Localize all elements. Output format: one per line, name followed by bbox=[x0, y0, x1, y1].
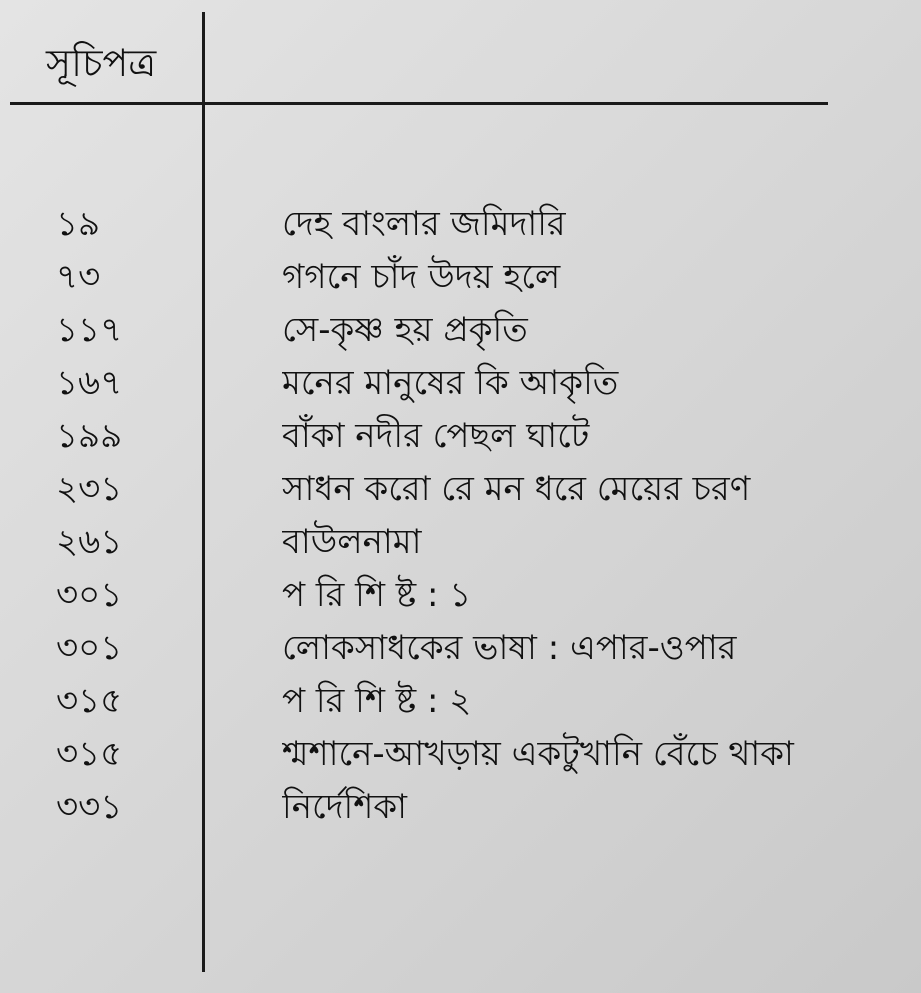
toc-entry bbox=[0, 307, 921, 360]
toc-section-title: প রি শি ষ্ট : ২ bbox=[282, 681, 472, 721]
toc-entry bbox=[0, 519, 921, 572]
toc-chapter-title: শ্মশানে-আখড়ায় একটুখানি বেঁচে থাকা bbox=[282, 734, 794, 774]
toc-entry bbox=[0, 678, 921, 731]
toc-page-number: ৭৩ bbox=[56, 257, 101, 297]
toc-page-number: ২৩১ bbox=[56, 469, 123, 509]
toc-page-number: ১৯ bbox=[56, 204, 101, 244]
toc-page-number: ৩৩১ bbox=[56, 787, 123, 827]
toc-page-number: ৩১৫ bbox=[56, 681, 123, 721]
toc-page-number: ৩১৫ bbox=[56, 734, 123, 774]
toc-chapter-title: সাধন করো রে মন ধরে মেয়ের চরণ bbox=[282, 469, 751, 509]
toc-entry bbox=[0, 466, 921, 519]
toc-entry bbox=[0, 201, 921, 254]
toc-page-number: ২৬১ bbox=[56, 522, 123, 562]
toc-section-title: প রি শি ষ্ট : ১ bbox=[282, 575, 472, 615]
toc-page-number: ১৯৯ bbox=[56, 416, 123, 456]
horizontal-rule bbox=[10, 102, 828, 105]
toc-chapter-title: নির্দেশিকা bbox=[282, 787, 408, 827]
contents-heading: সূচিপত্র bbox=[46, 41, 157, 85]
toc-chapter-title: বাউলনামা bbox=[282, 522, 422, 562]
toc-entry bbox=[0, 360, 921, 413]
toc-page-number: ৩০১ bbox=[56, 575, 123, 615]
toc-page-number: ৩০১ bbox=[56, 628, 123, 668]
toc-entry bbox=[0, 784, 921, 837]
toc-page-number: ১৬৭ bbox=[56, 363, 123, 403]
toc-entry bbox=[0, 625, 921, 678]
toc-chapter-title: লোকসাধকের ভাষা : এপার-ওপার bbox=[282, 628, 737, 668]
toc-entry bbox=[0, 572, 921, 625]
toc-chapter-title: বাঁকা নদীর পেছল ঘাটে bbox=[282, 416, 590, 456]
toc-chapter-title: গগনে চাঁদ উদয় হলে bbox=[282, 257, 561, 297]
table-of-contents bbox=[0, 201, 921, 837]
toc-chapter-title: মনের মানুষের কি আকৃতি bbox=[282, 363, 619, 403]
toc-entry bbox=[0, 731, 921, 784]
toc-entry bbox=[0, 254, 921, 307]
toc-chapter-title: দেহ বাংলার জমিদারি bbox=[282, 204, 566, 244]
toc-page-number: ১১৭ bbox=[56, 310, 123, 350]
toc-entry bbox=[0, 413, 921, 466]
toc-chapter-title: সে-কৃষ্ণ হয় প্রকৃতি bbox=[282, 310, 528, 350]
